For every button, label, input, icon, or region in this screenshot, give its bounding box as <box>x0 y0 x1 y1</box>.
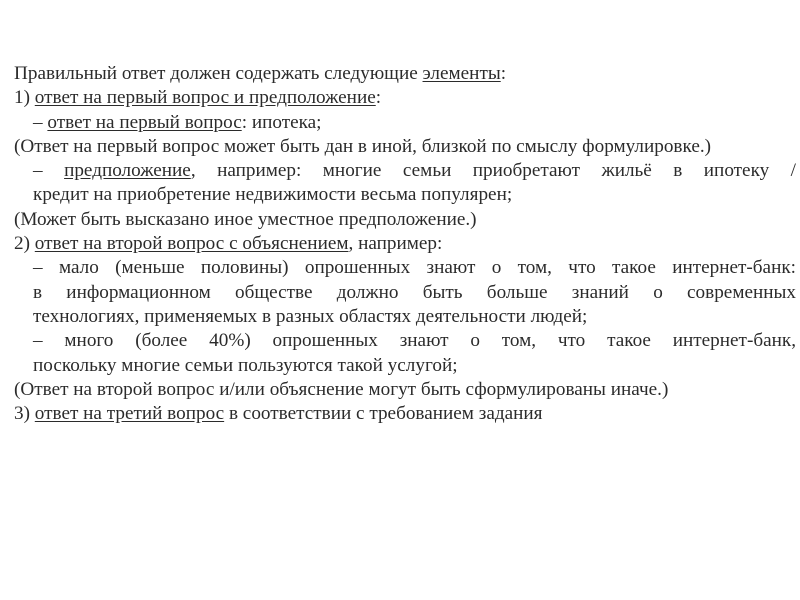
item1-assumption-dash: – <box>33 160 65 182</box>
item1-answer-line <box>14 111 796 135</box>
item2-tail: , например: <box>348 233 443 255</box>
item3-underlined: ответ на третий вопрос <box>34 403 225 425</box>
item1-tail: : <box>375 87 382 109</box>
item2-option1-line3-text: технологиях, применяемых в разных областях деятельности людей; <box>33 305 588 327</box>
note1-text: (Ответ на первый вопрос может быть дан в иной, близкой по смыслу формулировке.) <box>14 135 712 157</box>
item1-assumption-tail: , например: многие семьи приобретают жильё в ипотеку / <box>190 160 797 182</box>
item2-underlined: ответ на второй вопрос с объяснением <box>34 233 349 255</box>
item2-number: 2) <box>14 233 35 255</box>
item1-assumption-line1 <box>14 159 796 183</box>
item1-assumption-line2-text: кредит на приобретение недвижимости весьма популярен; <box>33 184 513 206</box>
item2-option2-line1 <box>14 329 796 353</box>
item3-heading <box>14 402 796 426</box>
intro-text: Правильный ответ должен содержать следующие <box>14 63 423 84</box>
item1-underlined: ответ на первый вопрос и предположение <box>34 87 376 109</box>
item3-tail: в соответствии с требованием задания <box>224 403 543 425</box>
item2-option1-line2-text: в информационном обществе должно быть больше знаний о современных <box>33 281 796 303</box>
item1-heading <box>14 86 796 110</box>
item2-heading <box>14 232 796 256</box>
note2-text: (Может быть высказано иное уместное предположение.) <box>14 208 477 230</box>
item2-option1-line3 <box>14 305 796 329</box>
item2-option1-line1 <box>14 256 796 280</box>
item1-answer-dash: – <box>33 111 48 133</box>
item2-option2-line1-text: – много (более 40%) опрошенных знают о том, что такое интернет-банк, <box>33 330 796 352</box>
note1-line <box>14 135 796 159</box>
item1-answer-underlined: ответ на первый вопрос <box>47 111 242 133</box>
intro-underlined: элементы <box>422 63 501 84</box>
intro-tail: : <box>500 63 507 84</box>
item1-number: 1) <box>14 87 35 109</box>
item1-assumption-line2 <box>14 183 796 207</box>
item3-number: 3) <box>14 403 35 425</box>
intro-line <box>14 62 796 86</box>
item2-option2-line2 <box>14 354 796 378</box>
answer-criteria-text <box>14 62 796 426</box>
note3-line <box>14 378 796 402</box>
note3-text: (Ответ на второй вопрос и/или объяснение могут быть сформулированы иначе.) <box>14 378 669 400</box>
item2-option1-line1-text: – мало (меньше половины) опрошенных знают о том, что такое интернет-банк: <box>33 257 796 279</box>
item1-assumption-underlined: предположение <box>64 160 191 182</box>
note2-line <box>14 208 796 232</box>
item2-option2-line2-text: поскольку многие семьи пользуются такой услугой; <box>33 354 458 376</box>
item2-option1-line2 <box>14 281 796 305</box>
item1-answer-tail: : ипотека; <box>241 111 322 133</box>
